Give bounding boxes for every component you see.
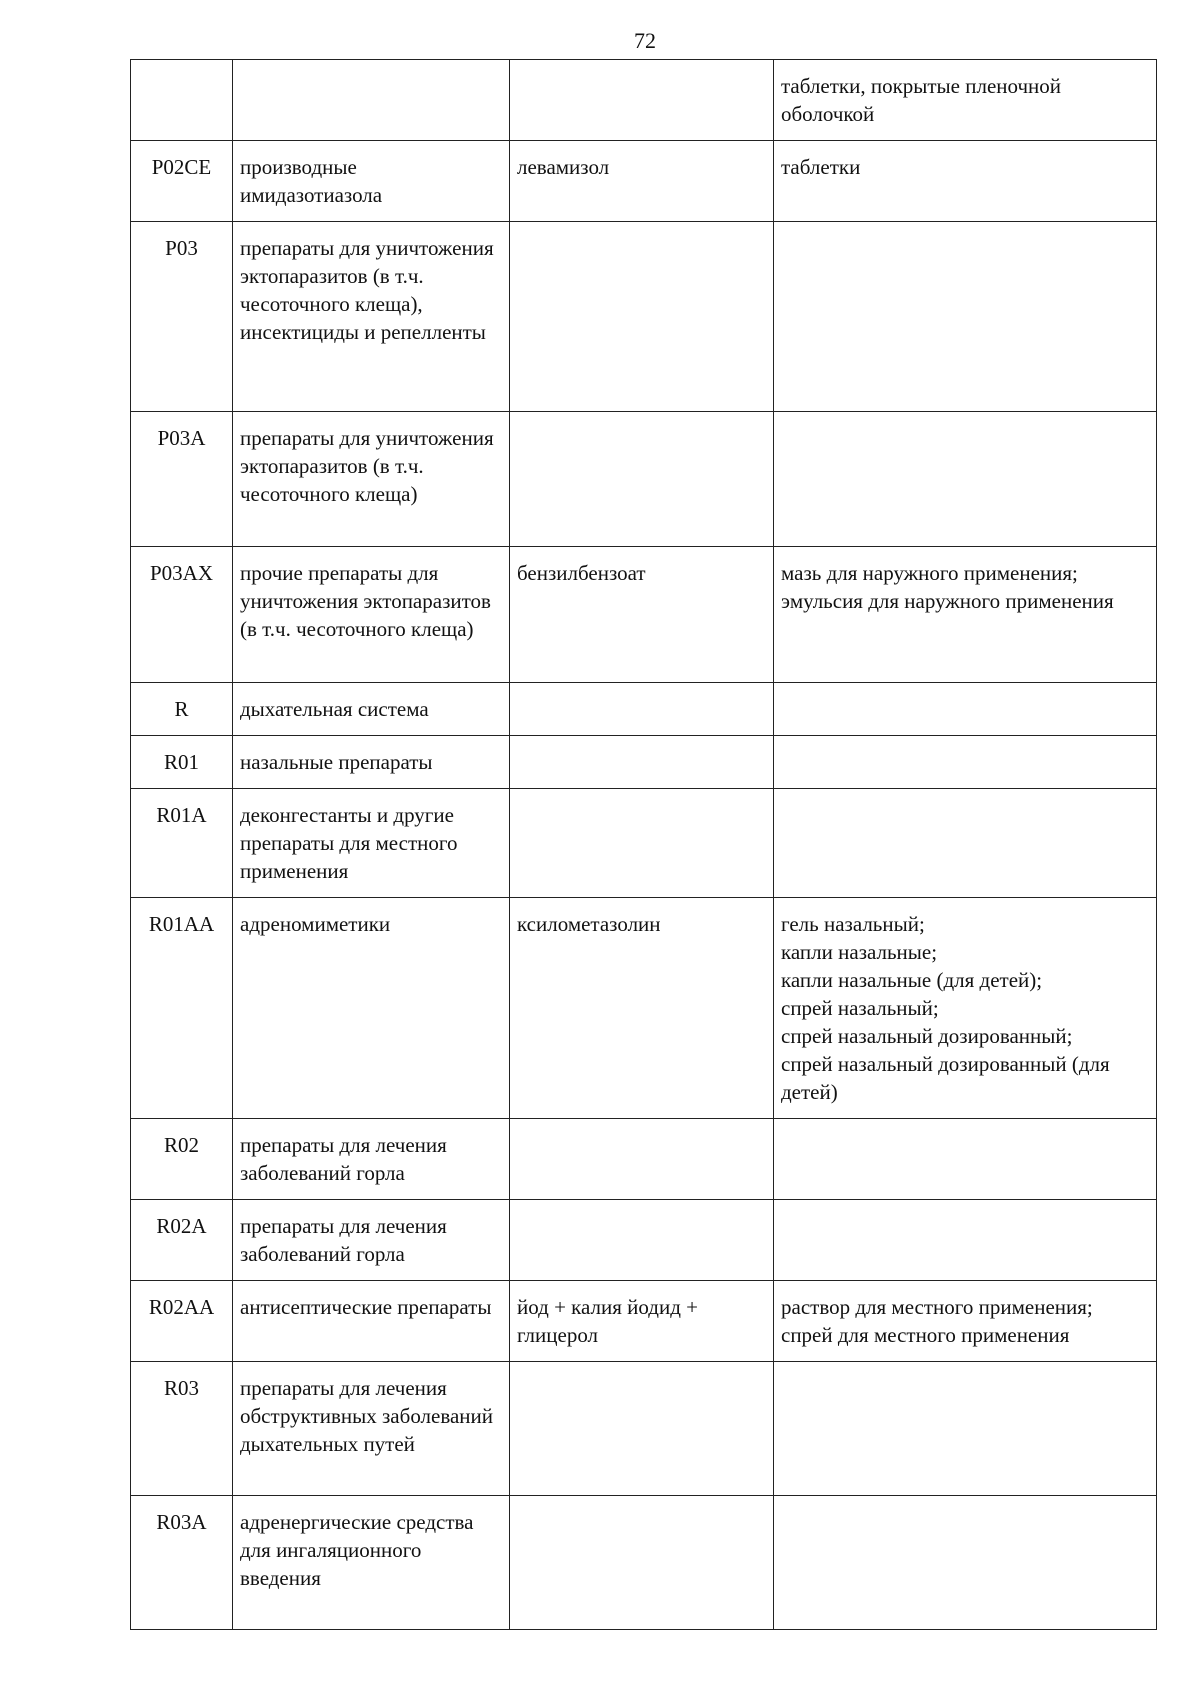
substance-cell: левамизол: [510, 141, 774, 222]
substance-cell: [510, 222, 774, 412]
group-name-cell: деконгестанты и другие препараты для местного применения: [233, 789, 510, 898]
substance-cell: [510, 683, 774, 736]
substance-cell: бензилбензоат: [510, 547, 774, 683]
dosage-form-line: спрей для местного применения: [781, 1323, 1070, 1347]
dosage-forms-cell: [774, 789, 1157, 898]
group-name-cell: адренергические средства для ингаляционного введения: [233, 1496, 510, 1630]
substance-cell: [510, 60, 774, 141]
dosage-forms-cell: [774, 222, 1157, 412]
group-name-cell: адреномиметики: [233, 898, 510, 1119]
atc-code-cell: R02A: [131, 1200, 233, 1281]
group-name-cell: препараты для лечения обструктивных заболеваний дыхательных путей: [233, 1362, 510, 1496]
table-row: [131, 141, 1157, 222]
atc-code-cell: P03A: [131, 412, 233, 547]
table-row: [131, 60, 1157, 141]
substance-cell: [510, 736, 774, 789]
dosage-forms-cell: [774, 1496, 1157, 1630]
dosage-form-line: капли назальные (для детей);: [781, 968, 1043, 992]
table-row: [131, 683, 1157, 736]
group-name-cell: [233, 60, 510, 141]
dosage-form-line: спрей назальный дозированный (для детей): [781, 1052, 1110, 1104]
dosage-forms-cell: [774, 60, 1157, 141]
table-row: [131, 1119, 1157, 1200]
atc-code-cell: P03AX: [131, 547, 233, 683]
group-name-cell: дыхательная система: [233, 683, 510, 736]
substance-cell: йод + калия йодид + глицерол: [510, 1281, 774, 1362]
dosage-form-line: спрей назальный дозированный;: [781, 1024, 1073, 1048]
dosage-forms-cell: [774, 1200, 1157, 1281]
substance-cell: [510, 1362, 774, 1496]
dosage-form-line: гель назальный;: [781, 912, 925, 936]
group-name-cell: производные имидазотиазола: [233, 141, 510, 222]
dosage-forms-cell: [774, 898, 1157, 1119]
page-number: 72: [634, 28, 656, 53]
dosage-forms-cell: [774, 1281, 1157, 1362]
substance-cell: [510, 1496, 774, 1630]
atc-code-cell: R02AA: [131, 1281, 233, 1362]
group-name-cell: прочие препараты для уничтожения эктопаразитов (в т.ч. чесоточного клеща): [233, 547, 510, 683]
group-name-cell: препараты для уничтожения эктопаразитов (в т.ч. чесоточного клеща): [233, 412, 510, 547]
table-row: [131, 1362, 1157, 1496]
atc-code-cell: R01: [131, 736, 233, 789]
dosage-forms-cell: [774, 412, 1157, 547]
dosage-forms-cell: [774, 736, 1157, 789]
atc-code-cell: R03: [131, 1362, 233, 1496]
substance-cell: [510, 1119, 774, 1200]
atc-code-cell: P03: [131, 222, 233, 412]
atc-code-cell: R02: [131, 1119, 233, 1200]
substance-cell: ксилометазолин: [510, 898, 774, 1119]
dosage-form-line: таблетки: [781, 155, 861, 179]
dosage-forms-cell: [774, 1362, 1157, 1496]
table-row: [131, 412, 1157, 547]
table-row: [131, 898, 1157, 1119]
group-name-cell: препараты для уничтожения эктопаразитов (в т.ч. чесоточного клеща), инсектициды и репелленты: [233, 222, 510, 412]
table-row: [131, 1496, 1157, 1630]
substance-cell: [510, 412, 774, 547]
dosage-form-line: спрей назальный;: [781, 996, 939, 1020]
dosage-forms-cell: [774, 1119, 1157, 1200]
table-row: [131, 547, 1157, 683]
table-row: [131, 789, 1157, 898]
table-row: [131, 222, 1157, 412]
atc-code-cell: R03A: [131, 1496, 233, 1630]
table-row: [131, 1281, 1157, 1362]
atc-code-cell: R01A: [131, 789, 233, 898]
table-row: [131, 1200, 1157, 1281]
group-name-cell: назальные препараты: [233, 736, 510, 789]
atc-code-cell: R: [131, 683, 233, 736]
table-row: [131, 736, 1157, 789]
atc-code-cell: R01AA: [131, 898, 233, 1119]
atc-drug-table: [130, 59, 1157, 1630]
group-name-cell: препараты для лечения заболеваний горла: [233, 1200, 510, 1281]
group-name-cell: антисептические препараты: [233, 1281, 510, 1362]
substance-cell: [510, 789, 774, 898]
dosage-forms-cell: [774, 141, 1157, 222]
atc-code-cell: P02CE: [131, 141, 233, 222]
group-name-cell: препараты для лечения заболеваний горла: [233, 1119, 510, 1200]
dosage-form-line: эмульсия для наружного применения: [781, 589, 1114, 613]
dosage-form-line: раствор для местного применения;: [781, 1295, 1093, 1319]
atc-code-cell: [131, 60, 233, 141]
dosage-forms-cell: [774, 547, 1157, 683]
substance-cell: [510, 1200, 774, 1281]
dosage-form-line: мазь для наружного применения;: [781, 561, 1078, 585]
dosage-form-line: таблетки, покрытые пленочной оболочкой: [781, 74, 1062, 126]
dosage-form-line: капли назальные;: [781, 940, 938, 964]
dosage-forms-cell: [774, 683, 1157, 736]
